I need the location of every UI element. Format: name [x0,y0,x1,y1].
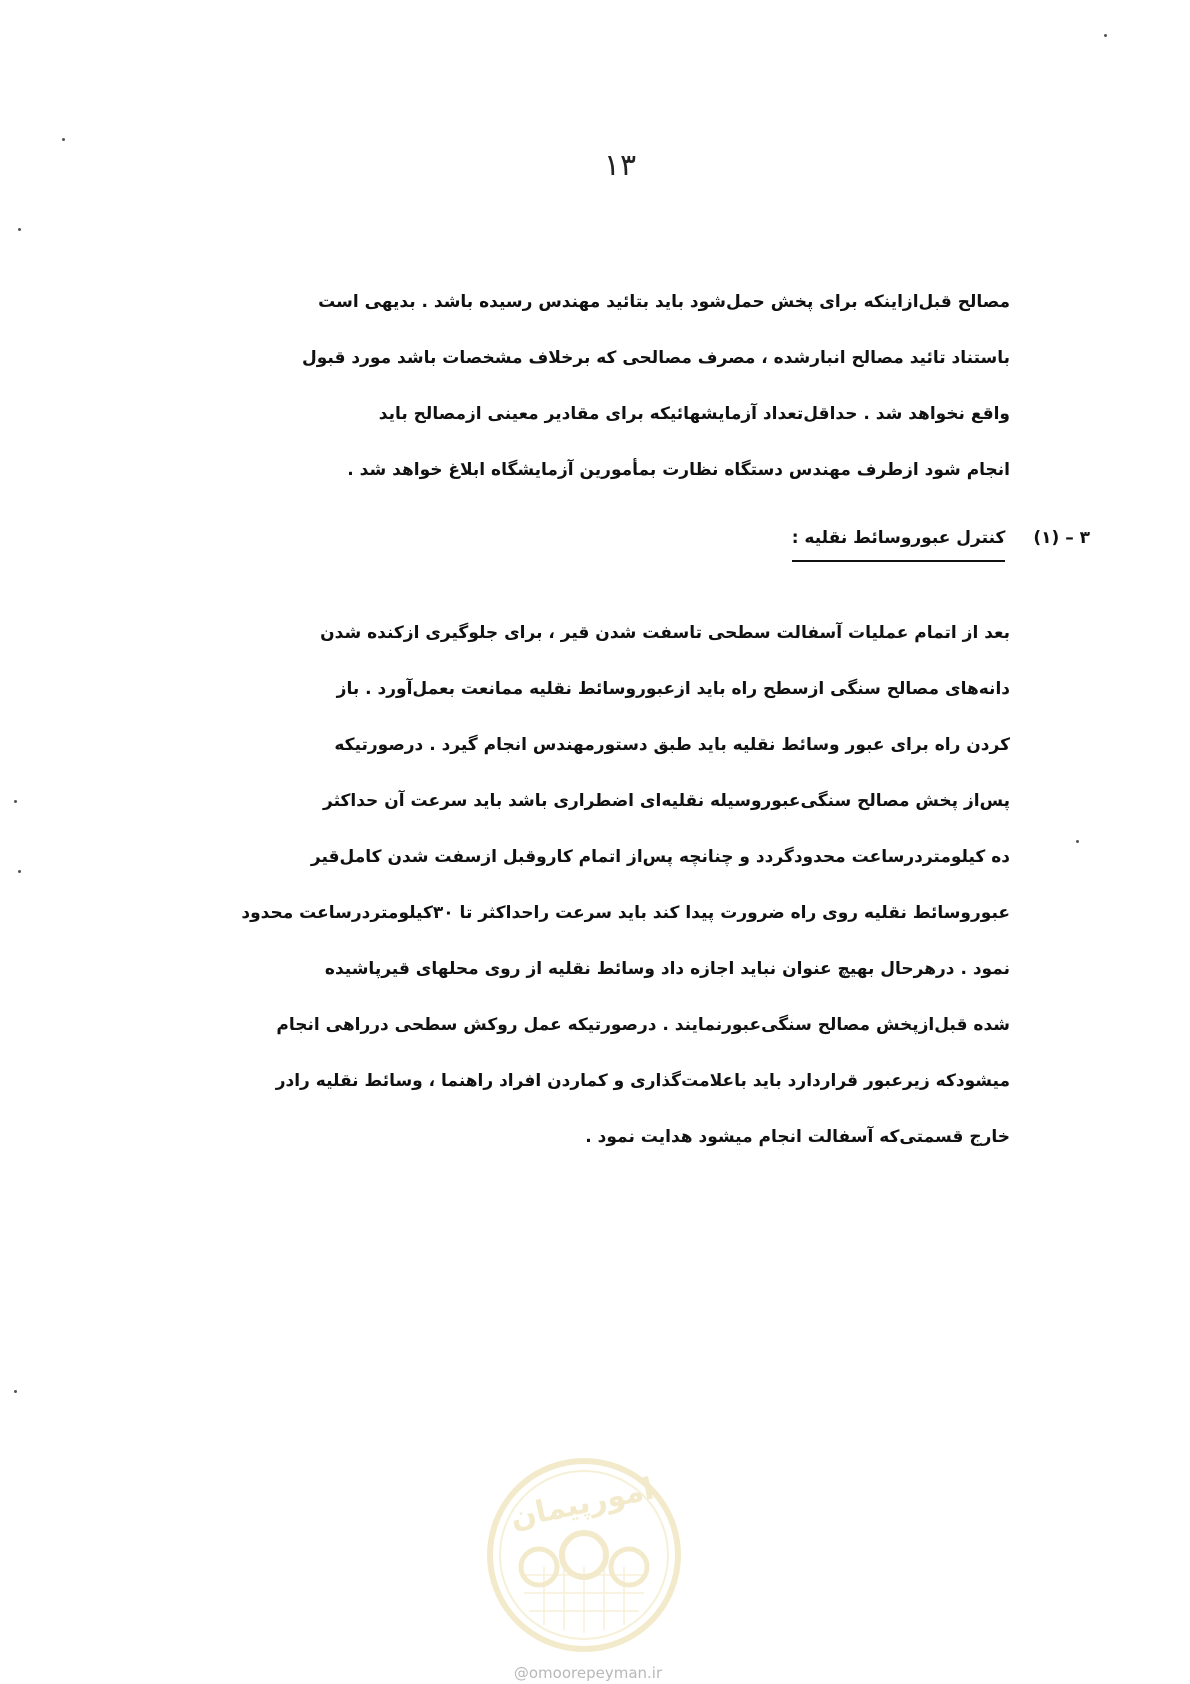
watermark-logo-text: امورپیمان [507,1471,657,1536]
scan-speck [18,870,21,873]
paragraph-line: ده کیلومتردرساعت محدودگردد و چنانچه پس‌از اتمام کاروقبل ازسفت شدن کامل‌قیر [310,847,1010,867]
paragraph-line: عبوروسائط نقلیه روی راه ضرورت پیدا کند باید سرعت راحداکثر تا ۳۰کیلومتردرساعت محدود [241,903,1010,923]
scan-speck [1104,34,1107,37]
scan-speck [1076,840,1079,843]
paragraph-line: دانه‌های مصالح سنگی ازسطح راه باید ازعبوروسائط نقلیه ممانعت بعمل‌آورد . باز [336,679,1010,699]
section-number: ۳ – (۱) [1033,528,1090,548]
page-number: ۱۳ [603,148,637,183]
section-heading [690,528,1090,562]
scan-speck [18,228,21,231]
paragraph-line: میشودکه زیرعبور قراردارد باید باعلامت‌گذاری و کماردن افراد راهنما ، وسائط نقلیه رادر [275,1071,1010,1091]
watermark-caption: @omoorepeyman.ir [513,1664,663,1682]
paragraph-line: واقع نخواهد شد . حداقل‌تعداد آزمایشهائیکه برای مقادیر معینی ازمصالح باید [378,404,1010,424]
paragraph-line: خارج قسمتی‌که آسفالت انجام میشود هدایت نمود . [585,1127,1010,1147]
paragraph-line: کردن راه برای عبور وسائط نقلیه باید طبق دستورمهندس انجام گیرد . درصورتیکه [334,735,1010,755]
paragraph-traffic-control [130,605,1010,1165]
paragraph-line: انجام شود ازطرف مهندس دستگاه نظارت بمأمورین آزمایشگاه ابلاغ خواهد شد . [347,460,1010,480]
paragraph-line: نمود . درهرحال بهیچ عنوان نباید اجازه داد وسائط نقلیه از روی محلهای قیرپاشیده [324,959,1010,979]
watermark-logo [484,1455,684,1655]
paragraph-line: پس‌از پخش مصالح سنگی‌عبوروسیله نقلیه‌ای اضطراری باشد باید سرعت آن حداکثر [323,791,1010,811]
paragraph-line: باستناد تائید مصالح انبارشده ، مصرف مصالحی که برخلاف مشخصات باشد مورد قبول [302,348,1010,368]
scan-speck [14,800,17,803]
paragraph-line: مصالح قبل‌ازاینکه برای پخش حمل‌شود باید بتائید مهندس رسیده باشد . بدیهی است [318,292,1010,312]
section-title: کنترل عبوروسائط نقلیه : [792,528,1006,562]
paragraph-line: شده قبل‌ازپخش مصالح سنگی‌عبورنمایند . درصورتیکه عمل روکش سطحی درراهی انجام [276,1015,1010,1035]
paragraph-line: بعد از اتمام عملیات آسفالت سطحی تاسفت شدن قیر ، برای جلوگیری ازکنده شدن [320,623,1010,643]
scan-speck [62,138,65,141]
paragraph-materials-approval [130,274,1010,498]
scan-speck [14,1390,17,1393]
